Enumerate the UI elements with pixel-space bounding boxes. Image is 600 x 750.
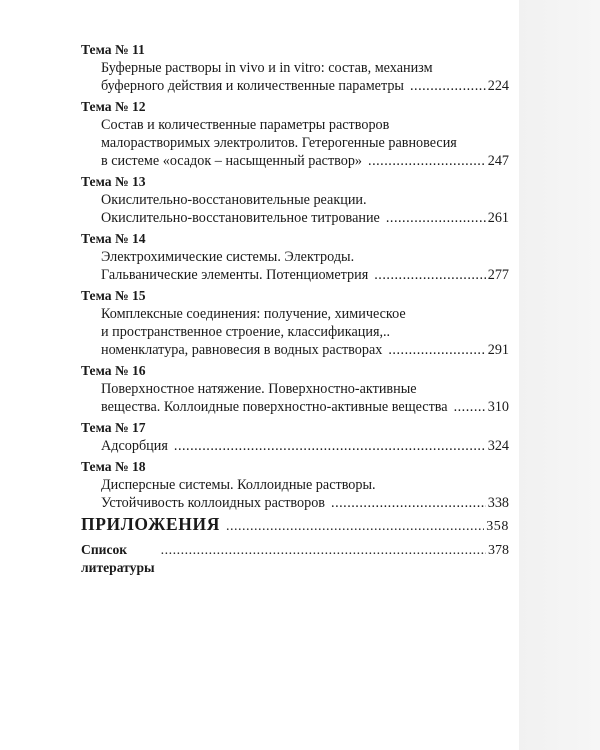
toc-entry-topic[interactable] <box>81 287 509 359</box>
topic-description-line: Комплексные соединения: получение, химическое <box>101 306 406 322</box>
topic-title: Тема № 15 <box>81 288 146 303</box>
topic-page-number: 324 <box>487 438 509 454</box>
topic-last-line <box>81 341 509 359</box>
topic-title: Тема № 16 <box>81 363 146 378</box>
dot-leader <box>368 152 486 170</box>
topic-description-line: Дисперсные системы. Коллоидные растворы. <box>101 477 376 493</box>
appendix-page-number: 358 <box>486 519 509 534</box>
topic-page-number: 291 <box>487 342 509 358</box>
dot-leader <box>226 518 484 536</box>
topic-description-line: малорастворимых электролитов. Гетерогенные равновесия <box>101 135 457 151</box>
topic-description-line: в системе «осадок – насыщенный раствор» <box>101 153 363 169</box>
topic-description-line: Буферные растворы in vivo и in vitro: состав, механизм <box>101 60 433 76</box>
topic-description-line: буферного действия и количественные параметры <box>101 78 404 94</box>
dot-leader <box>454 398 486 416</box>
table-of-contents <box>81 41 509 575</box>
topic-description-line: Окислительно-восстановительное титрование <box>101 210 380 226</box>
toc-entry-topic[interactable] <box>81 41 509 95</box>
topic-description-line: Окислительно-восстановительные реакции. <box>101 192 367 208</box>
topic-last-line <box>81 77 509 95</box>
topic-page-number: 247 <box>487 153 509 169</box>
topic-last-line <box>81 152 509 170</box>
dot-leader <box>386 209 486 227</box>
topic-description-line: Устойчивость коллоидных растворов <box>101 495 326 511</box>
toc-entry-topic[interactable] <box>81 98 509 170</box>
topic-page-number: 338 <box>487 495 509 511</box>
toc-entry-topic[interactable] <box>81 173 509 227</box>
topic-last-line <box>81 398 509 416</box>
dot-leader <box>410 77 486 95</box>
topic-title: Тема № 11 <box>81 42 145 57</box>
topic-description-line: номенклатура, равновесия в водных растворах <box>101 342 383 358</box>
topic-page-number: 277 <box>487 267 509 283</box>
topic-last-line <box>81 494 509 512</box>
topic-title: Тема № 12 <box>81 99 146 114</box>
topic-list <box>81 41 509 512</box>
topic-title: Тема № 17 <box>81 420 146 435</box>
topic-description-line: Адсорбция <box>101 438 168 454</box>
topic-title: Тема № 13 <box>81 174 146 189</box>
topic-description-line: Поверхностное натяжение. Поверхностно-активные <box>101 381 417 397</box>
toc-entry-literature[interactable] <box>81 541 509 575</box>
topic-description-line: Электрохимические системы. Электроды. <box>101 249 355 265</box>
page-edge-shadow <box>519 0 600 750</box>
dot-leader <box>161 542 486 560</box>
literature-page-number: 378 <box>488 543 509 558</box>
topic-description-line: вещества. Коллоидные поверхностно-активные вещества <box>101 399 448 415</box>
topic-description-line: Гальванические элементы. Потенциометрия <box>101 267 369 283</box>
topic-page-number: 310 <box>487 399 509 415</box>
toc-entry-topic[interactable] <box>81 458 509 512</box>
dot-leader <box>388 341 485 359</box>
dot-leader <box>374 266 485 284</box>
topic-page-number: 261 <box>487 210 509 226</box>
dot-leader <box>331 494 486 512</box>
topic-title: Тема № 18 <box>81 459 146 474</box>
literature-label: Список литературы <box>81 542 155 575</box>
dot-leader <box>174 437 486 455</box>
topic-last-line <box>81 266 509 284</box>
appendix-label: ПРИЛОЖЕНИЯ <box>81 514 220 534</box>
toc-entry-topic[interactable] <box>81 362 509 416</box>
topic-description-line: и пространственное строение, классификация,.. <box>101 324 391 340</box>
toc-entry-topic[interactable] <box>81 230 509 284</box>
topic-last-line <box>81 209 509 227</box>
topic-title: Тема № 14 <box>81 231 146 246</box>
toc-entry-topic[interactable] <box>81 419 509 455</box>
topic-description-line: Состав и количественные параметры растворов <box>101 117 390 133</box>
toc-entry-appendix[interactable] <box>81 515 509 537</box>
topic-page-number: 224 <box>487 78 509 94</box>
topic-last-line <box>81 437 509 455</box>
